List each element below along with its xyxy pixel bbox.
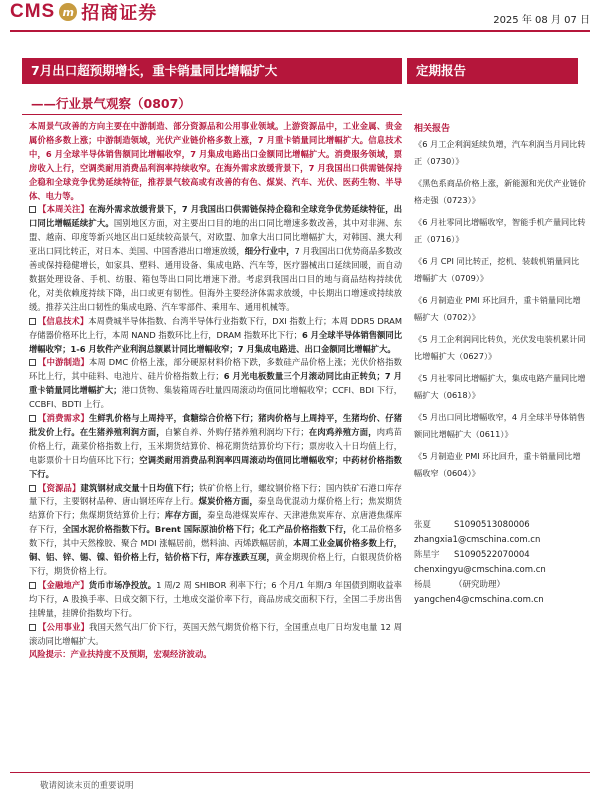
section-tag: 【资源品】 [38,482,81,493]
related-reports-list [414,136,586,487]
checkbox-bullet-icon [29,624,36,631]
contact-row [414,578,586,593]
section-bold-text: 煤炭价格方面， [198,496,258,507]
related-report-link[interactable]: 《 5 月制造业 PMI 环比回升，重卡销量同比增幅收窄（0604） 》 [414,448,586,481]
contact-row [414,563,586,578]
section-bold-text: 生鲜乳价格与上周持平，食糖综合价格下行；猪肉价格与上周持平，生猪均价、仔猪批发价上行。在生猪养殖利润方面， [29,413,402,437]
contact-row [414,533,586,548]
section-midstream-manufacturing [29,356,402,412]
checkbox-bullet-icon [29,415,36,422]
section-resources [29,482,402,579]
analyst-role: （研究助理） [454,580,506,590]
header-divider [10,30,590,32]
section-text: 自繁自养、外购仔猪养殖利润均下行； [164,426,309,437]
section-text: 本周费城半导体指数、台湾半导体行业指数下行，DXI 指数上行；本周 DDR5 DRAM 存储器价格环比上行，本周 NAND 指数环比上行，DRAM 指数环比下行； [29,315,402,340]
analyst-email[interactable]: yangchen4@cmschina.com.cn [414,595,544,605]
summary-paragraph: 本周景气改善的方向主要在中游制造、部分资源品和公用事业领域。上游资源品中，工业金属、贵金属价格多数上涨；中游制造领域，光伏产业链价格多数上涨，7 月重卡销量同比增幅扩大。信息技术中，6 月全球半导体销售额同比增幅收窄，7 月集成电路出口金额同比增幅扩大。消费服务领域，票房收入上行，空调类耐用消费品利润率持续收窄。在海外需求放缓背景下，7 月我国出口供需链保持企稳和全球竞争优势延续特征，推荐景气较高或有改善的有色、煤炭、汽车、光伏、医药生物、半导体、电力等。 [29,121,402,201]
analyst-license: S1090513080006 [454,520,530,530]
section-information-technology [29,315,402,357]
company-logo [10,0,157,24]
section-tag: 【金融地产】 [38,579,89,590]
title-divider [22,114,402,115]
section-text: 秦皇岛港煤炭库存、天津港焦炭库存、京唐港焦煤库存下行， [29,510,402,535]
related-report-link[interactable]: 《 黑色系商品价格上涨，新能源和光伏产业链价格走强（0723） 》 [414,175,586,208]
checkbox-bullet-icon [29,206,36,213]
section-bold-text: 6 月光电板数量三个月滚动同比由正转负；7 月重卡销量同比增幅扩大； [29,371,402,396]
section-finance-real-estate [29,579,402,621]
contact-row [414,593,586,608]
checkbox-bullet-icon [29,582,36,589]
section-text: 7 月我国出口优势商品多数改善或保持稳健增长，如家具、塑料、通用设备、集成电路、汽车等，医疗器械出口延续回暖，而自动数据处理设备、手机、纺服、箱包等出口同比增速下滑。考虑到我国出口目的地与商品结构持续优化，对美依赖度持续下降，出口或更有韧性。但海外主要经济体需求放缓，中长期出口增速或持续放缓。推荐关注出口韧性的集成电路、汽车零部件、乘用车、通用机械等。 [29,246,403,312]
section-text: 港口货物、集装箱周吞吐量四周滚动均值同比增幅收窄；CCFI、BDI 下行，CCBFI、BDTI 上行。 [29,385,402,410]
related-report-link[interactable]: 《 6 月社零同比增幅收窄，智能手机产量同比转正（0716） 》 [414,214,586,247]
analyst-name: 陈星宇 [414,550,440,560]
analyst-contacts [414,518,586,608]
contact-row [414,518,586,533]
analyst-license: S1090522070004 [454,550,530,560]
related-report-link[interactable]: 《 5 月出口同比增幅收窄，4 月全球半导体销售额同比增幅扩大（0611） 》 [414,409,586,442]
related-report-link[interactable]: 《 6 月 CPI 同比转正，挖机、装载机销量同比增幅扩大（0709） 》 [414,253,586,286]
section-tag: 【本周关注】 [38,204,89,215]
report-date: 2025 年 08 月 07 日 [493,15,590,26]
contact-row [414,548,586,563]
section-bold-text: 货币市场净投放。 [88,579,157,590]
section-tag: 【消费需求】 [38,413,89,424]
risk-warning: 风险提示：产业扶持度不及预期，宏观经济波动。 [29,649,212,660]
analyst-email[interactable]: zhangxia1@cmschina.com.cn [414,535,541,545]
analyst-name: 杨晨 [414,580,432,590]
logo-text-en: CMS [10,1,56,22]
checkbox-bullet-icon [29,359,36,366]
section-text: 黄金期现价格上行，白银现货价格下行，期货价格上行。 [29,552,402,576]
footer-note: 敬请阅读末页的重要说明 [40,781,134,791]
section-text: 本周 DMC 价格上涨，部分硬原材料价格下跌，多数硅产品价格上涨；光伏价格指数环比上行，其中硅料、电池片、硅片价格指数上行； [29,357,402,382]
section-text: 1 周/2 周 SHIBOR 利率下行；6 个月/1 年期/3 年国债到期收益率均下行，A 股换手率、日成交额下行，土地成交溢价率下行，商品房成交面积下行，全国二手房出售挂牌量，挂牌价指数均下行。 [29,579,402,618]
section-text: 秦皇岛优混动力煤价格上行；焦炭期货结算价下行；焦煤期货结算价上行； [29,496,402,521]
section-consumer-demand [29,412,402,482]
logo-mark-icon: m [59,3,77,21]
section-bold-text: 全国水泥价格指数下行。Brent 国际原油价格下行；化工产品价格指数下行， [62,524,352,535]
section-tag: 【公用事业】 [38,621,90,632]
section-bold-text: 本周工业金属价格多数上行，铜、铝、锌、锡、镍、铅价格上行，钴价格下行，库存涨跌互现， [29,538,402,563]
section-text: 我国天然气出厂价下行，英国天然气期货价格下行，全国重点电厂日均发电量 12 周滚动同比增幅扩大。 [29,621,402,646]
section-weekly-focus [29,203,402,314]
section-bold-text: 库存方面， [164,510,208,521]
report-body [29,120,402,662]
report-category: 定期报告 [407,58,578,84]
section-text: 国别地区方面，对主要出口目的地的出口同比增速多数改善，其中对非洲、东盟、越南、印度等新兴地区出口延续较高景气，对欧盟、加拿大出口同比增幅扩大，对韩国、澳大利亚出口同比转正，对日本、美国、中国香港出口增速放缓， [29,218,402,257]
section-tag: 【中游制造】 [38,357,90,368]
section-bold-text: 细分行业中， [244,246,295,257]
related-reports-heading: 相关报告 [414,124,451,134]
section-text: 化工品价格多数下行，其中天然橡胶、聚合 MDI 涨幅居前，燃料油、丙烯跌幅居前， [29,524,402,549]
report-title: 7月出口超预期增长，重卡销量同比增幅扩大 [22,58,402,84]
analyst-name: 张夏 [414,520,432,530]
checkbox-bullet-icon [29,318,36,325]
footer-divider [10,772,590,773]
section-tag: 【信息技术】 [38,315,89,326]
section-bold-text: 在海外需求放缓背景下，7 月我国出口供需链保持企稳和全球竞争优势延续特征，出口同比增幅延续扩大。 [29,204,402,229]
section-bold-text: 空调类耐用消费品利润率四周滚动均值同比增幅收窄；中药材价格指数下行。 [29,454,402,479]
analyst-email[interactable]: chenxingyu@cmschina.com.cn [414,565,546,575]
section-bold-text: 6 月全球半导体销售额同比增幅收窄；1-6 月软件产业利润总额累计同比增幅收窄；7 月集成电路进、出口金额同比增幅扩大。 [29,329,402,354]
report-subtitle: ——行业景气观察（0807） [31,96,191,111]
related-report-link[interactable]: 《 5 月工企利润同比转负，光伏发电装机累计同比增幅扩大（0627） 》 [414,331,586,364]
section-utilities [29,621,402,649]
section-text: 肉鸡苗价格上行，蔬菜价格指数上行，玉米期货结算价、棉花期货结算价均下行；票房收入十日均值上行，电影票价十日均值环比下行； [29,426,402,465]
section-text: 铁矿价格上行，螺纹钢价格下行；国内铁矿石港口库存量下行，主要钢材品种、唐山钢坯库存上行。 [29,482,402,507]
related-report-link[interactable]: 《 5 月社零同比增幅扩大，集成电路产量同比增幅扩大（0618） 》 [414,370,586,403]
related-report-link[interactable]: 《 6 月工企利润延续负增，汽车利润当月同比转正（0730） 》 [414,136,586,169]
logo-text-cn: 招商证券 [81,3,158,24]
related-report-link[interactable]: 《 6 月制造业 PMI 环比回升，重卡销量同比增幅扩大（0702） 》 [414,292,586,325]
checkbox-bullet-icon [29,485,36,492]
section-bold-text: 建筑钢材成交量十日均值下行； [80,482,199,493]
section-bold-text: 在肉鸡养殖方面， [308,426,377,437]
